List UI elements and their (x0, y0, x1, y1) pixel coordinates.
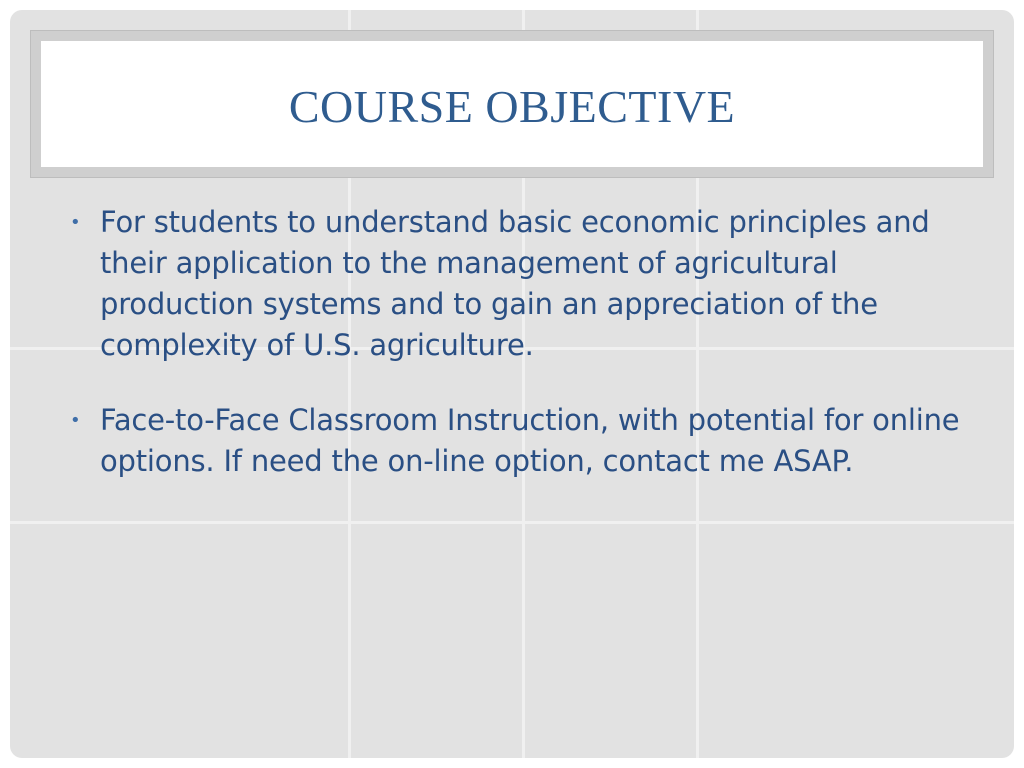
bullet-item-instruction (70, 400, 970, 482)
bullet-text-instruction: Face-to-Face Classroom Instruction, with potential for online options. If need the on-line option, contact me ASAP. (100, 403, 960, 478)
bullet-marker: • (70, 212, 81, 233)
bullet-marker: • (70, 410, 81, 431)
title-frame (30, 30, 994, 178)
slide-body (70, 202, 970, 516)
bullet-item-objective (70, 202, 970, 366)
slide-title: COURSE OBJECTIVE (288, 80, 736, 132)
slide (10, 10, 1014, 758)
bullet-text-objective: For students to understand basic economic principles and their application to the management of agricultural production systems and to gain an appreciation of the complexity of U.S. agriculture. (100, 205, 930, 362)
title-box (41, 41, 983, 167)
